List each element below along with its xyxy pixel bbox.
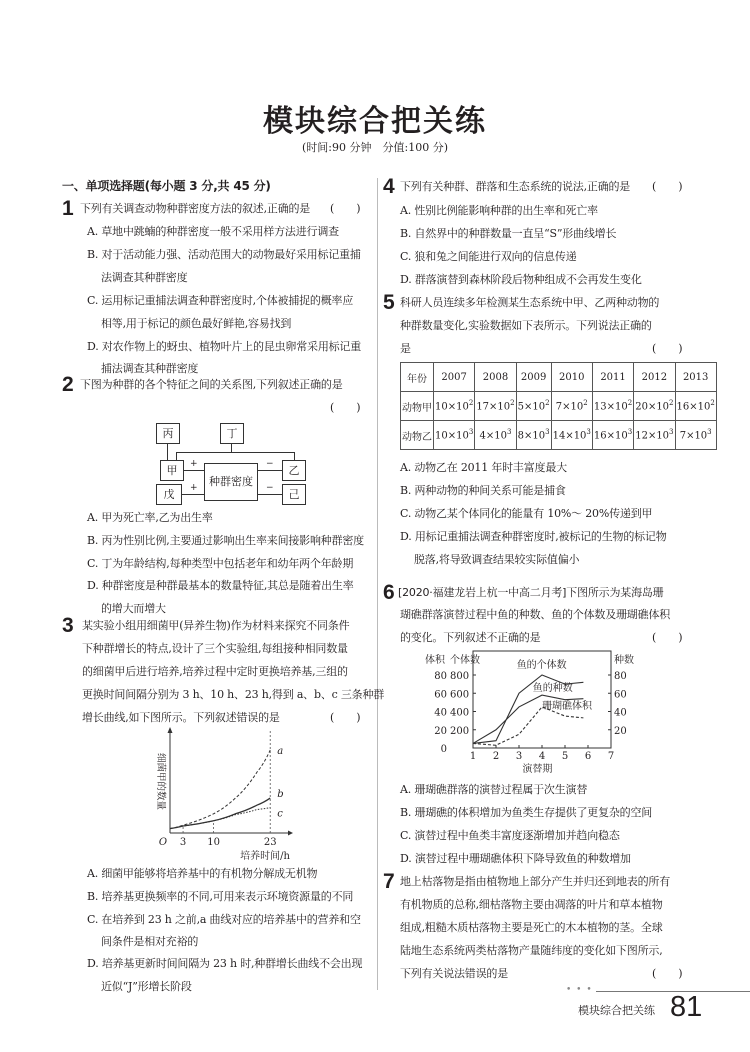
option-c: C. 动物乙某个体同化的能量有 10%～ 20%传递到甲 xyxy=(400,507,653,520)
minus-sign: − xyxy=(266,459,274,469)
cell-coefficient: 7 xyxy=(555,401,563,413)
y-left2-tick-label: 400 xyxy=(450,707,470,719)
x-axis-arrow xyxy=(288,831,293,836)
question-stem: 某实验小组用细菌甲(异养生物)作为材料来探究不同条件 xyxy=(82,619,350,632)
y-right-tick-label: 80 xyxy=(614,671,627,682)
question-number: 5 xyxy=(383,291,395,314)
x-tick-label: 3 xyxy=(515,751,523,762)
y-left-tick-label: 80 xyxy=(434,671,447,682)
cell-base: ×10 xyxy=(647,430,670,442)
cell-coefficient: 14 xyxy=(552,430,566,442)
cell-base: ×10 xyxy=(489,401,511,413)
x-tick-label: 7 xyxy=(607,751,615,762)
cell-coefficient: 17 xyxy=(476,401,490,413)
bacteria-growth-chart xyxy=(140,727,310,861)
cell-base: ×10 xyxy=(447,401,469,413)
cell-coefficient: 4 xyxy=(479,430,486,442)
box-wu: 戊 xyxy=(156,484,182,505)
series-label-0: 鱼的个体数 xyxy=(516,660,567,671)
option-c: C. 狼和兔之间能进行双向的信息传递 xyxy=(400,250,577,263)
option-d-cont: 近似“J”形增长阶段 xyxy=(101,980,192,993)
question-stem: 更换时间间隔分别为 3 h、10 h、23 h,得到 a、b、c 三条种群 xyxy=(82,688,385,701)
option-d: D. 演替过程中珊瑚礁体积下降导致鱼的种数增加 xyxy=(400,852,631,865)
x-tick-label: 3 xyxy=(179,837,187,848)
box-bing: 丙 xyxy=(156,423,180,444)
table-header: 2013 xyxy=(675,363,716,392)
cell-base: ×10 xyxy=(606,430,628,442)
table-cell xyxy=(516,421,551,450)
option-b: B. 珊瑚礁的体积增加为鱼类生存提供了更复杂的空间 xyxy=(400,806,653,819)
answer-blank: ( ) xyxy=(330,401,361,414)
cell-coefficient: 16 xyxy=(676,401,690,413)
option-c-cont: 相等,用于标记的颜色最好鲜艳,容易找到 xyxy=(101,317,292,330)
cell-base: ×10 xyxy=(689,401,711,413)
question-number: 7 xyxy=(383,870,395,893)
table-cell xyxy=(675,392,716,421)
x-tick-label: 2 xyxy=(492,751,500,762)
series-c-label: c xyxy=(277,808,283,820)
option-a: A. 珊瑚礁群落的演替过程属于次生演替 xyxy=(400,783,588,796)
table-header: 2008 xyxy=(475,363,516,392)
question-stem: 地上枯落物是指由植物地上部分产生并归还到地表的所有 xyxy=(400,875,670,888)
table-cell xyxy=(551,392,592,421)
cell-exponent: 3 xyxy=(669,428,674,437)
option-d: D. 对农作物上的蚜虫、植物叶片上的昆虫卵常采用标记重 xyxy=(87,340,362,353)
origin-label: O xyxy=(158,837,168,848)
box-ding: 丁 xyxy=(220,423,244,444)
option-c: C. 丁为年龄结构,每种类型中包括老年和幼年两个年龄期 xyxy=(87,557,354,570)
cell-base: ×10 xyxy=(524,430,546,442)
box-jia: 甲 xyxy=(160,460,184,481)
table-cell xyxy=(592,421,633,450)
table-cell xyxy=(675,421,716,450)
box-population-density: 种群密度 xyxy=(204,463,258,501)
option-d: D. 群落演替到森林阶段后物种组成不会再发生变化 xyxy=(400,273,642,286)
question-stem: 的细菌甲后进行培养,培养过程中定时更换培养基,三组的 xyxy=(82,665,348,678)
cell-coefficient: 10 xyxy=(435,401,448,413)
table-header: 2007 xyxy=(434,363,475,392)
footer-dots: • • • xyxy=(566,985,593,995)
x-tick-label: 23 xyxy=(263,837,277,848)
arrow-wu-density xyxy=(182,494,204,495)
option-a: A. 细菌甲能够将培养基中的有机物分解成无机物 xyxy=(87,867,318,880)
coral-reef-succession-chart xyxy=(420,648,634,776)
table-cell xyxy=(434,421,475,450)
table-row-label: 动物乙 xyxy=(401,421,434,450)
question-source: [2020·福建龙岩上杭一中高二月考] xyxy=(398,586,567,599)
cell-coefficient: 10 xyxy=(435,430,448,442)
table-header-row xyxy=(401,363,717,392)
cell-exponent: 2 xyxy=(627,399,633,408)
question-stem: 种群数量变化,实验数据如下表所示。下列说法正确的 xyxy=(400,319,652,332)
arrow-ji-density xyxy=(258,494,282,495)
y-left2-tick-label: 800 xyxy=(450,671,470,682)
answer-blank: ( ) xyxy=(652,342,683,355)
question-stem: 有机物质的总称,细枯落物主要由凋落的叶片和草本植物 xyxy=(400,898,663,911)
y-axis-arrow xyxy=(168,727,173,733)
question-stem: 瑚礁群落演替过程中鱼的种数、鱼的个体数及珊瑚礁体积 xyxy=(400,608,670,621)
plus-sign: + xyxy=(190,459,198,469)
cell-exponent: 2 xyxy=(710,399,715,408)
cell-base: ×10 xyxy=(647,401,670,413)
table-cell xyxy=(516,392,551,421)
table-cell xyxy=(475,421,516,450)
question-number: 4 xyxy=(383,175,395,198)
cell-base: ×10 xyxy=(686,430,708,442)
question-stem: 下图所示为某海岛珊 xyxy=(566,586,664,599)
arrow-ding-yi xyxy=(294,452,295,460)
table-cell xyxy=(551,421,592,450)
question-number: 2 xyxy=(62,373,74,396)
y-left-tick-label: 60 xyxy=(434,689,447,701)
x-tick-label: 5 xyxy=(561,751,569,762)
exam-time-score: (时间:90 分钟 分值:100 分) xyxy=(302,141,448,154)
page-title: 模块综合把关练 xyxy=(263,104,487,139)
cell-coefficient: 13 xyxy=(593,401,607,413)
answer-blank: ( ) xyxy=(652,967,683,980)
option-b: B. 两种动物的种间关系可能是捕食 xyxy=(400,484,566,497)
series-label-1: 鱼的种数 xyxy=(532,683,573,694)
y-left2-axis-label: 个体数 xyxy=(450,655,480,666)
question-stem: 是 xyxy=(400,342,411,355)
answer-blank: ( ) xyxy=(330,711,361,724)
series-label-2: 珊瑚礁体积 xyxy=(542,701,592,712)
line-ding xyxy=(231,444,232,452)
footer-section-label: 模块综合把关练 xyxy=(578,1004,655,1017)
option-b: B. 对于活动能力强、活动范围大的动物最好采用标记重捕 xyxy=(87,248,361,261)
option-d: D. 用标记重捕法调查种群密度时,被标记的生物的标记物 xyxy=(400,530,667,543)
option-d: D. 种群密度是种群最基本的数量特征,其总是随着出生率 xyxy=(87,579,354,592)
cell-base: ×10 xyxy=(485,430,507,442)
table-cell xyxy=(634,392,675,421)
column-divider xyxy=(377,178,378,990)
x-tick-label: 4 xyxy=(538,751,546,762)
cell-coefficient: 12 xyxy=(635,430,648,442)
series-b-line xyxy=(170,798,270,829)
section-heading: 一、单项选择题(每小题 3 分,共 45 分) xyxy=(62,179,271,193)
cell-exponent: 2 xyxy=(669,399,674,408)
series-line-2 xyxy=(473,707,583,745)
cell-base: ×10 xyxy=(524,401,546,413)
y-left-axis-label: 体积 xyxy=(425,655,445,666)
x-axis-label: 培养时间/h xyxy=(240,851,290,862)
cell-coefficient: 5 xyxy=(517,401,524,413)
cell-coefficient: 7 xyxy=(679,430,687,442)
option-d-cont: 脱落,将导致调查结果较实际值偏小 xyxy=(414,553,580,566)
option-c: C. 运用标记重捕法调查种群密度时,个体被捕捉的概率应 xyxy=(87,294,354,307)
cell-exponent: 2 xyxy=(545,399,550,408)
question-stem: 的变化。下列叙述不正确的是 xyxy=(400,631,541,644)
option-c: C. 在培养到 23 h 之前,a 曲线对应的培养基中的营养和空 xyxy=(87,913,361,926)
cell-base: ×10 xyxy=(562,401,584,413)
question-stem: 下种群增长的特点,设计了三个实验组,每组接种相同数量 xyxy=(82,642,348,655)
y-right-axis-label: 种数 xyxy=(614,655,634,666)
option-d: D. 培养基更新时间间隔为 23 h 时,种群增长曲线不会出现 xyxy=(87,957,363,970)
question-stem: 增长曲线,如下图所示。下列叙述错误的是 xyxy=(82,711,280,724)
option-d-cont: 捕法调查其种群密度 xyxy=(101,362,199,375)
cell-exponent: 3 xyxy=(468,428,474,437)
y-axis-label: 细菌甲的数量 xyxy=(155,753,166,811)
plus-sign: + xyxy=(190,483,198,493)
option-a: A. 性别比例能影响种群的出生率和死亡率 xyxy=(400,204,598,217)
table-header: 2010 xyxy=(551,363,592,392)
y-left-tick-label: 0 xyxy=(440,744,447,755)
option-b: B. 自然界中的种群数量一直呈“S”形曲线增长 xyxy=(400,227,617,240)
arrow-bing-jia xyxy=(167,444,168,460)
cell-exponent: 3 xyxy=(627,428,633,437)
x-tick-label: 10 xyxy=(207,837,220,848)
cell-coefficient: 20 xyxy=(635,401,648,413)
arrow-yi-density xyxy=(258,470,282,471)
table-header: 2011 xyxy=(592,363,633,392)
question-stem: 下图为种群的各个特征之间的关系图,下列叙述正确的是 xyxy=(80,378,343,391)
option-c-cont: 间条件是相对充裕的 xyxy=(101,935,199,948)
arrow-ding-jia xyxy=(176,452,177,460)
y-right-tick-label: 60 xyxy=(614,689,627,701)
cell-base: ×10 xyxy=(606,401,628,413)
population-data-table xyxy=(400,362,717,450)
question-stem: 组成,粗糙木质枯落物主要是死亡的木本植物的茎。全球 xyxy=(400,921,663,934)
cell-exponent: 3 xyxy=(586,428,591,437)
series-a-line xyxy=(170,750,270,829)
table-header: 2012 xyxy=(634,363,675,392)
line-ding-branch xyxy=(176,452,294,453)
series-b-label: b xyxy=(277,789,284,801)
option-d-cont: 的增大而增大 xyxy=(101,602,166,615)
cell-base: ×10 xyxy=(565,430,587,442)
option-b: B. 丙为性别比例,主要通过影响出生率来间接影响种群密度 xyxy=(87,534,364,547)
minus-sign: − xyxy=(266,483,274,493)
series-c-line xyxy=(170,808,270,829)
answer-blank: ( ) xyxy=(330,202,361,215)
option-a: A. 甲为死亡率,乙为出生率 xyxy=(87,511,213,524)
page-number: 81 xyxy=(670,991,703,1023)
x-tick-label: 6 xyxy=(584,751,592,762)
question-stem-line xyxy=(398,581,663,604)
option-b: B. 培养基更换频率的不同,可用来表示环境资源量的不同 xyxy=(87,890,354,903)
option-b-cont: 法调查其种群密度 xyxy=(101,271,188,284)
cell-exponent: 2 xyxy=(468,399,474,408)
x-tick-label: 1 xyxy=(469,751,477,762)
table-header: 2009 xyxy=(516,363,551,392)
y-right-tick-label: 20 xyxy=(614,725,627,737)
question-number: 6 xyxy=(383,581,395,604)
cell-base: ×10 xyxy=(447,430,469,442)
cell-exponent: 3 xyxy=(545,428,550,437)
series-a-label: a xyxy=(277,746,284,758)
table-header: 年份 xyxy=(401,363,434,392)
option-c: C. 演替过程中鱼类丰富度逐渐增加并趋向稳态 xyxy=(400,829,620,842)
box-yi: 乙 xyxy=(282,460,306,481)
answer-blank: ( ) xyxy=(652,180,683,193)
table-row xyxy=(401,421,717,450)
y-left2-tick-label: 200 xyxy=(450,725,470,737)
arrow-jia-density xyxy=(184,470,204,471)
table-row xyxy=(401,392,717,421)
table-cell xyxy=(475,392,516,421)
question-stem: 下列有关调查动物种群密度方法的叙述,正确的是 xyxy=(80,202,311,215)
answer-blank: ( ) xyxy=(652,631,683,644)
question-stem: 下列有关种群、群落和生态系统的说法,正确的是 xyxy=(400,180,631,193)
cell-exponent: 3 xyxy=(707,428,712,437)
table-cell xyxy=(634,421,675,450)
table-cell xyxy=(434,392,475,421)
y-left2-tick-label: 600 xyxy=(450,689,470,701)
cell-exponent: 2 xyxy=(583,399,588,408)
table-cell xyxy=(592,392,633,421)
question-number: 1 xyxy=(62,197,74,220)
cell-exponent: 2 xyxy=(510,399,515,408)
table-row-label: 动物甲 xyxy=(401,392,434,421)
question-number: 3 xyxy=(62,614,74,637)
y-left-tick-label: 20 xyxy=(434,725,447,737)
option-a: A. 草地中跳蝻的种群密度一般不采用样方法进行调查 xyxy=(87,225,339,238)
question-stem: 下列有关说法错误的是 xyxy=(400,967,508,980)
y-right-tick-label: 40 xyxy=(614,707,627,719)
option-a: A. 动物乙在 2011 年时丰富度最大 xyxy=(400,461,567,474)
cell-exponent: 3 xyxy=(506,428,512,437)
question-stem: 陆地生态系统两类枯落物产量随纬度的变化如下图所示, xyxy=(400,944,663,957)
x-axis-label: 演替期 xyxy=(522,764,553,775)
cell-coefficient: 8 xyxy=(517,430,524,442)
box-ji: 己 xyxy=(282,484,306,505)
cell-coefficient: 16 xyxy=(593,430,607,442)
y-left-tick-label: 40 xyxy=(434,707,447,719)
question-stem: 科研人员连续多年检测某生态系统中甲、乙两种动物的 xyxy=(400,296,660,309)
